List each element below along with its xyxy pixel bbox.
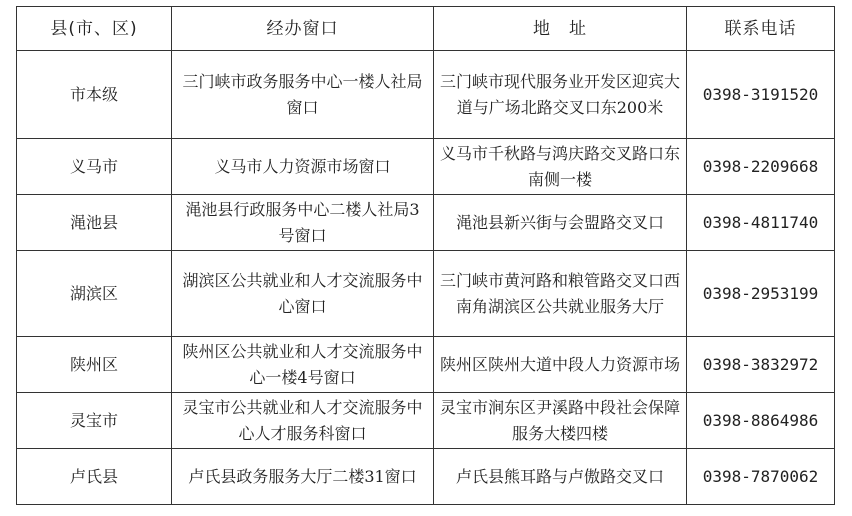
window-cell: 义马市人力资源市场窗口 — [172, 139, 434, 195]
table-row — [17, 195, 835, 251]
county-cell: 灵宝市 — [17, 393, 172, 449]
address-cell: 卢氏县熊耳路与卢傲路交叉口 — [434, 449, 687, 505]
address-cell: 灵宝市涧东区尹溪路中段社会保障服务大楼四楼 — [434, 393, 687, 449]
header-address: 地 址 — [434, 7, 687, 51]
county-cell: 湖滨区 — [17, 251, 172, 337]
phone-cell: 0398-2953199 — [687, 251, 835, 337]
phone-cell: 0398-8864986 — [687, 393, 835, 449]
county-cell: 义马市 — [17, 139, 172, 195]
window-cell: 灵宝市公共就业和人才交流服务中心人才服务科窗口 — [172, 393, 434, 449]
office-contact-table — [16, 6, 835, 505]
table-row — [17, 337, 835, 393]
table-header-row — [17, 7, 835, 51]
address-cell: 渑池县新兴街与会盟路交叉口 — [434, 195, 687, 251]
address-cell: 义马市千秋路与鸿庆路交叉路口东南侧一楼 — [434, 139, 687, 195]
table-row — [17, 251, 835, 337]
window-cell: 三门峡市政务服务中心一楼人社局窗口 — [172, 51, 434, 139]
phone-cell: 0398-4811740 — [687, 195, 835, 251]
phone-cell: 0398-7870062 — [687, 449, 835, 505]
phone-cell: 0398-3191520 — [687, 51, 835, 139]
county-cell: 市本级 — [17, 51, 172, 139]
table-row — [17, 51, 835, 139]
window-cell: 卢氏县政务服务大厅二楼31窗口 — [172, 449, 434, 505]
header-phone: 联系电话 — [687, 7, 835, 51]
window-cell: 陕州区公共就业和人才交流服务中心一楼4号窗口 — [172, 337, 434, 393]
address-cell: 陕州区陕州大道中段人力资源市场 — [434, 337, 687, 393]
address-cell: 三门峡市现代服务业开发区迎宾大道与广场北路交叉口东200米 — [434, 51, 687, 139]
table-row — [17, 139, 835, 195]
address-cell: 三门峡市黄河路和粮管路交叉口西南角湖滨区公共就业服务大厅 — [434, 251, 687, 337]
county-cell: 卢氏县 — [17, 449, 172, 505]
county-cell: 陕州区 — [17, 337, 172, 393]
phone-cell: 0398-2209668 — [687, 139, 835, 195]
table-row — [17, 449, 835, 505]
header-county: 县(市、区) — [17, 7, 172, 51]
window-cell: 湖滨区公共就业和人才交流服务中心窗口 — [172, 251, 434, 337]
window-cell: 渑池县行政服务中心二楼人社局3号窗口 — [172, 195, 434, 251]
phone-cell: 0398-3832972 — [687, 337, 835, 393]
header-window: 经办窗口 — [172, 7, 434, 51]
county-cell: 渑池县 — [17, 195, 172, 251]
table-row — [17, 393, 835, 449]
